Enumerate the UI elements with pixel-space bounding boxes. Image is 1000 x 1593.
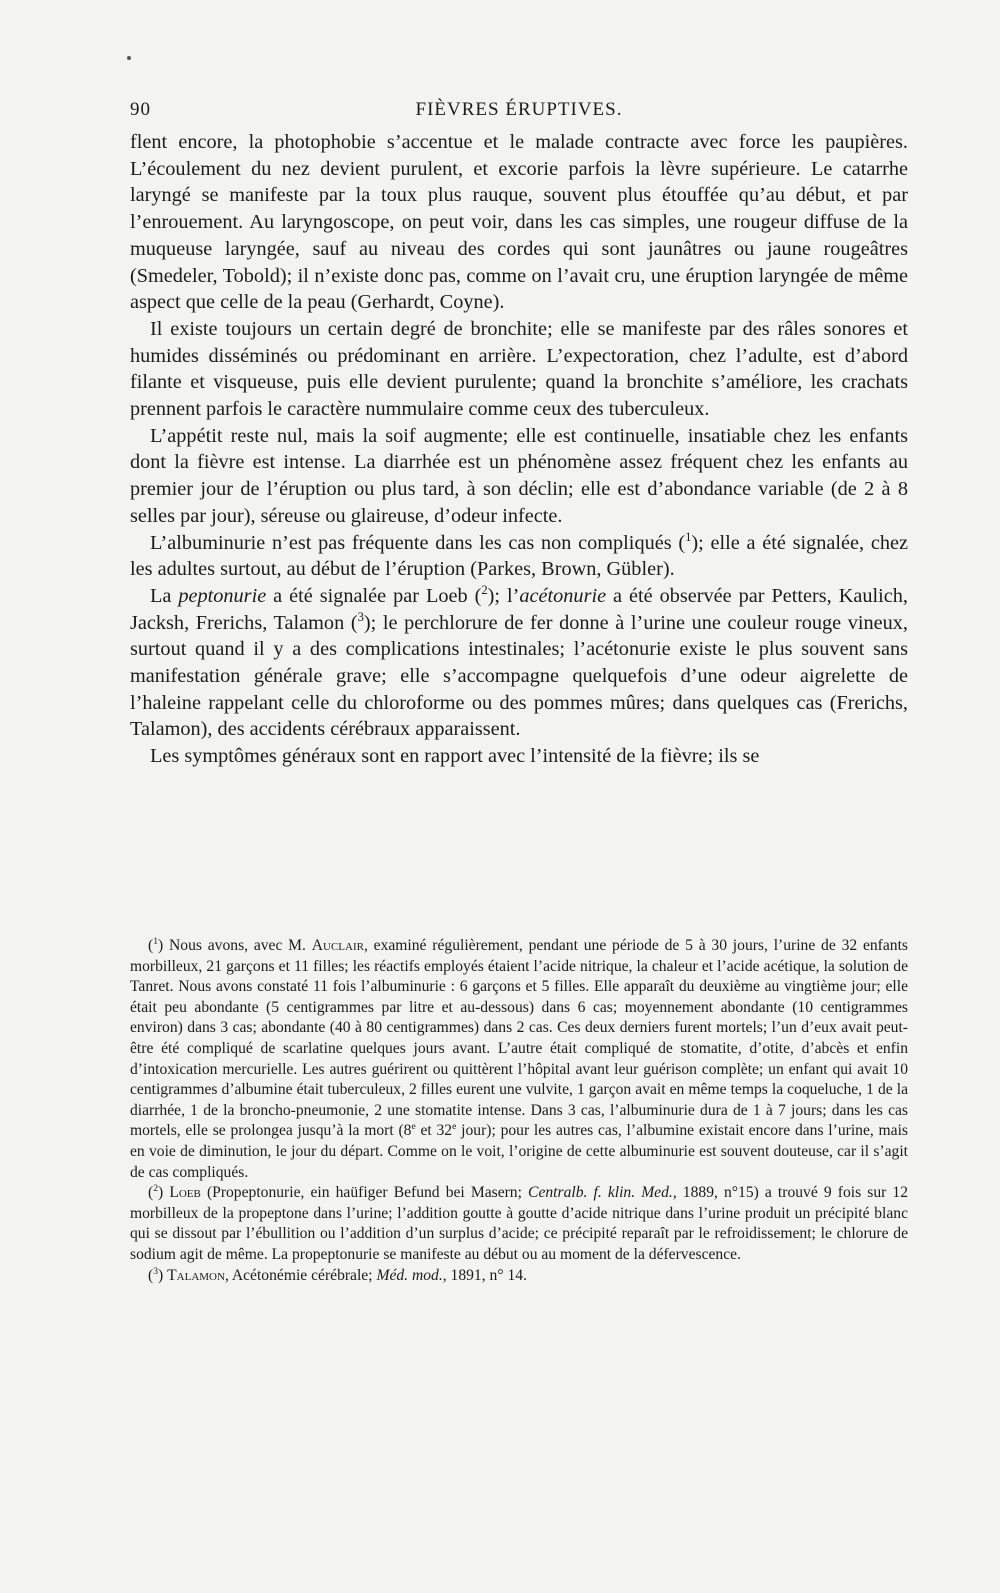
text: et 32: [415, 1122, 453, 1140]
footnotes: [130, 936, 908, 1286]
footnote-ref-3[interactable]: 3: [357, 609, 364, 624]
text: , examiné régulièrement, pendant une période de 5 à 30 jours, l’urine de 32 enfants morbilleux, 21 garçons et 11 filles; les réactifs employés étaient l’acide nitrique, la chaleur et l’acide acétique, la solution de Tanret. Nous avons constaté 11 fois l’albuminurie : 6 garçons et 5 filles. Elle apparaît du deuxième au vingtième jour; elle était peu abondante (5 centigrammes par litre et au-dessous) dans 6 cas; moyennement abondante (10 centigrammes environ) dans 3 cas; abondante (40 à 80 centigrammes) dans 2 cas. Ces deux derniers furent mortels; l’un d’eux avait peut-être été compliqué de scarlatine quelques jours avant. L’autre était compliqué de stomatite, d’otite, d’abcès et enfin d’intoxication mercurielle. Les autres guérirent ou quittèrent l’hôpital avant leur guérison complète; un enfant qui avait 10 centigrammes d’albumine était tuberculeux, 2 filles eurent une vulvite, 1 garçon avait en même temps la coqueluche, 1 de la diarrhée, 1 de la broncho-pneumonie, 2 une stomatite intense. Dans 3 cas, l’albuminurie dura de 1 à 7 jours; dans les cas mortels, elle se prolongea jusqu’à la mort (8: [130, 937, 908, 1140]
footnote-ref-2[interactable]: 2: [481, 583, 488, 598]
journal-title: Méd. mod.: [376, 1266, 443, 1284]
text: jour); pour les autres cas, l’albumine existait encore dans l’urine, mais en voie de diminution, le jour du départ. Comme on le voit, l’origine de cette albuminurie est souvent douteuse, car il s’agit de cas compliqués.: [130, 1122, 908, 1181]
footnote-mark: 3: [153, 1265, 159, 1277]
journal-title: Centralb. f. klin. Med.: [528, 1184, 673, 1202]
text: (Propeptonurie, ein haüfiger Befund bei Masern;: [200, 1184, 529, 1202]
term-acetonurie: acétonurie: [519, 584, 607, 607]
footnote-mark: 2: [153, 1182, 159, 1194]
text: ); le perchlorure de fer donne à l’urine une couleur rouge vineux, surtout quand il y a des complications intestinales; l’acétonurie existe le plus souvent sans manifestation générale grave; elle s’accompagne quelquefois d’une odeur aigrelette de l’haleine rappelant celle du chloroforme ou des pommes mûres; dans quelques cas (Frerichs, Talamon), des accidents cérébraux apparaissent.: [130, 611, 909, 741]
author-name: Auclair: [311, 937, 364, 954]
paragraph-2: Il existe toujours un certain degré de bronchite; elle se manifeste par des râles sonores et humides disséminés ou prédominant en arrière. L’expectoration, chez l’adulte, est d’abord filante et visqueuse, puis elle devient purulente; quand la bronchite s’améliore, les crachats prennent parfois le caractère nummulaire comme ceux des tuberculeux.: [130, 317, 908, 421]
paragraph-5: [130, 583, 908, 743]
text: La: [150, 584, 179, 607]
text: ); elle a été signalée, chez les adultes surtout, au début de l’éruption (Parkes, Brown, Gübler).: [130, 531, 908, 581]
author-name: Loeb: [169, 1184, 201, 1202]
paragraph-3: L’appétit reste nul, mais la soif augmente; elle est continuelle, insatiable chez les enfants dont la fièvre est intense. La diarrhée est un phénomène assez fréquent chez les enfants au premier jour de l’éruption ou plus tard, à son déclin; elle est d’abondance variable (de 2 à 8 selles par jour), séreuse ou glaireuse, d’odeur infecte.: [130, 424, 908, 527]
footnote-1: ($^1$) Nous avons, avec M. Auclair, examiné régulièrement, pendant une période de 5 à 30 jours, l’urine de 32 enfants morbilleux, 21 garçons et 11 filles; les réactifs employés étaient l’acide nitrique, la chaleur et l’acide acétique, la solution de Tanret. Nous avons constaté 11 fois l’albuminurie : 6 garçons et 5 filles. Elle apparaît du deuxième au vingtième jour; elle était peu abondante (5 centigrammes par litre et au-dessous) dans 6 cas; moyennement abondante (10 centigrammes environ) dans 3 cas; abondante (40 à 80 centigrammes) dans 2 cas. Ces deux derniers furent mortels; l’un d’eux avait peut-être été compliqué de scarlatine quelques jours avant. L’autre était compliqué de stomatite, d’otite, d’abcès et enfin d’intoxication mercurielle. Les autres guérirent ou quittèrent l’hôpital avant leur guérison complète; un enfant qui avait 10 centigrammes d’albumine était tuberculeux, 2 filles eurent une vulvite, 1 garçon avait en même temps la coqueluche, 1 de la diarrhée, 1 de la broncho-pneumonie, 2 une stomatite intense. Dans 3 cas, l’albuminurie dura de 1 à 7 jours; dans les cas mortels, elle se prolongea jusqu’à la mort (8e et 32e jour); pour les autres cas, l’albumine existait encore dans l’urine, mais en voie de diminution, le jour du départ. Comme on le voit, l’origine de cette albuminurie est souvent douteuse, car il s’agit de cas compliqués.: [130, 935, 908, 1181]
page-number: 90: [130, 99, 151, 120]
footnote-ref-1[interactable]: 1: [685, 529, 692, 544]
term-peptonurie: peptonurie: [178, 584, 267, 607]
paragraph-4: [130, 530, 908, 583]
ordinal-suffix: e: [452, 1121, 457, 1133]
footnote-mark: 1: [153, 935, 159, 947]
text: a été signalée par Loeb (: [266, 584, 482, 607]
print-speck: [127, 56, 131, 60]
running-title: FIÈVRES ÉRUPTIVES.: [415, 99, 623, 120]
paragraph-1: flent encore, la photophobie s’accentue et le malade contracte avec force les paupières. L’écoulement du nez devient purulent, et excorie parfois la lèvre supérieure. Le catarrhe laryngé se manifeste par la toux plus rauque, souvent plus étouffée qu’au début, et par l’enrouement. Au laryngoscope, on peut voir, dans les cas simples, une rougeur diffuse de la muqueuse laryngée, sauf au niveau des cordes qui sont jaunâtres ou jaune rougeâtres (Smedeler, Tobold); il n’existe donc pas, comme on l’avait cru, une éruption laryngée de même aspect que celle de la peau (Gerhardt, Coyne).: [130, 131, 908, 314]
footnote-3: ($^3$) Talamon, Acétonémie cérébrale; Méd. mod., 1891, n° 14.: [148, 1265, 527, 1284]
text: , 1889, n°15) a trouvé 9 fois sur 12 morbilleux de la propeptone dans l’urine; l’addition goutte à goutte d’acide nitrique dans l’urine produit un précipité blanc qui se dissout par l’ébullition ou l’addition d’un surplus d’acide; ce précipité reparaît par le refroidissement; le chlorure de sodium agit de même. La propeptonurie se manifeste au début ou au moment de la défervescence.: [130, 1184, 908, 1263]
paragraph-6: Les symptômes généraux sont en rapport avec l’intensité de la fièvre; ils se: [150, 745, 760, 768]
author-name: Talamon: [167, 1266, 225, 1284]
page-header: [130, 99, 908, 127]
text: a été observée par Petters, Kaulich, Jacksh, Frerichs, Talamon (: [130, 584, 908, 634]
main-text: [130, 129, 908, 770]
text: L’albuminurie n’est pas fréquente dans les cas non compliqués (: [150, 531, 686, 554]
text: , Acétonémie cérébrale;: [224, 1266, 377, 1284]
footnote-2: ($^2$) Loeb (Propeptonurie, ein haüfiger Befund bei Masern; Centralb. f. klin. Med., 1889, n°15) a trouvé 9 fois sur 12 morbilleux de la propeptone dans l’urine; l’addition goutte à goutte d’acide nitrique dans l’urine produit un précipité blanc qui se dissout par l’ébullition ou l’addition d’un surplus d’acide; ce précipité reparaît par le refroidissement; le chlorure de sodium agit de même. La propeptonurie se manifeste au début ou au moment de la défervescence.: [130, 1182, 908, 1263]
ordinal-suffix: e: [411, 1121, 416, 1133]
text: ); l’: [487, 584, 520, 607]
text: Nous avons, avec M.: [169, 937, 312, 954]
text: , 1891, n° 14.: [442, 1266, 527, 1284]
